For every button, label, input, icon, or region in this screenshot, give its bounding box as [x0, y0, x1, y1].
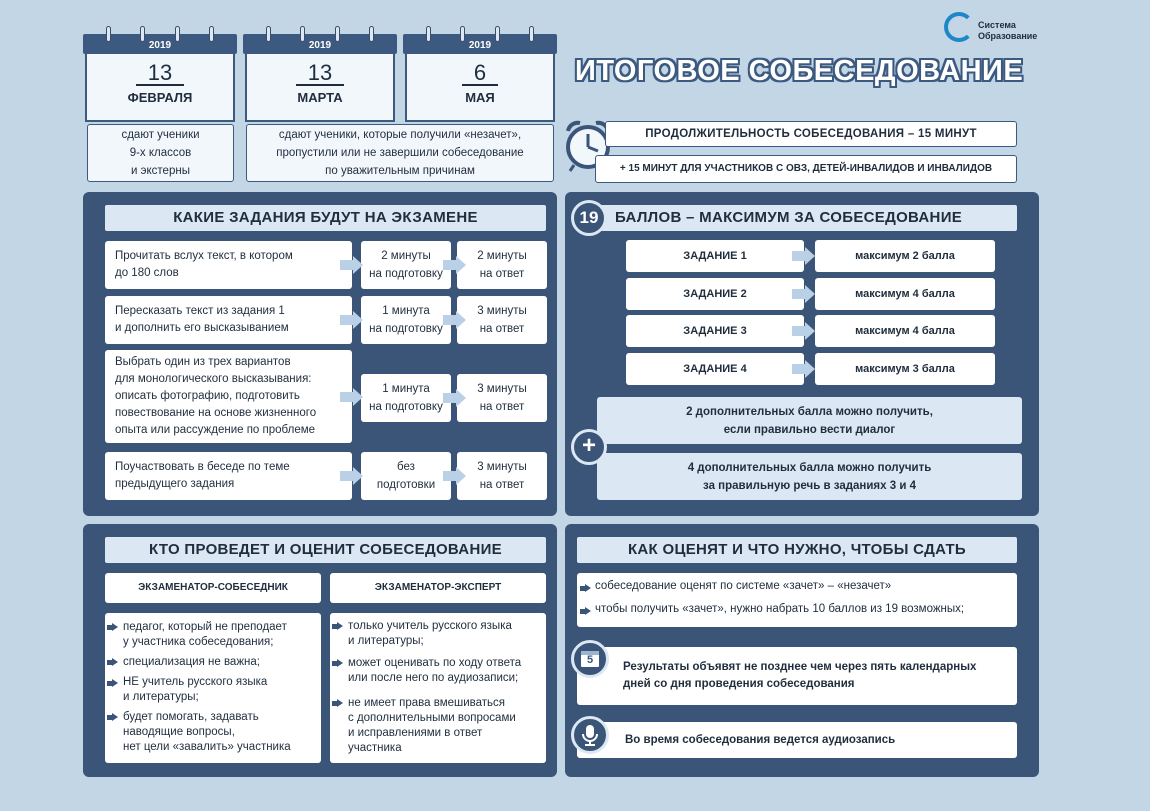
microphone-icon — [571, 716, 609, 754]
grading-criteria — [577, 573, 1017, 627]
bullet-arrow-icon — [107, 623, 119, 632]
date-note-mar — [246, 124, 554, 182]
task-line: повествование на основе жизненного — [115, 407, 317, 419]
extra-line: 4 дополнительных балла можно получить — [687, 461, 932, 474]
logo-line-1: Система — [978, 20, 1016, 30]
prep-time-line: 1 минута — [382, 383, 430, 395]
task-description — [105, 350, 352, 443]
extra-line: если правильно вести диалог — [723, 423, 896, 436]
score-task-label: ЗАДАНИЕ 3 — [626, 315, 804, 347]
answer-time-line: на ответ — [479, 479, 525, 491]
prep-time-line: подготовки — [376, 479, 436, 491]
prep-time — [361, 241, 451, 289]
prep-time — [361, 296, 451, 344]
extra-line: 2 дополнительных балла можно получить, — [686, 405, 933, 418]
prep-time-line: без — [397, 461, 415, 473]
calendar-icon — [571, 640, 609, 678]
score-task-max: максимум 4 балла — [815, 278, 995, 310]
bullet-arrow-icon — [332, 659, 344, 668]
task-line: опыта или рассуждение по проблеме — [115, 424, 316, 436]
task-line: Выбрать один из трех вариантов — [115, 356, 291, 368]
results-line: Результаты объявят не позднее чем через пять календарных — [623, 661, 977, 673]
task-description — [105, 452, 352, 500]
prep-time — [361, 452, 451, 500]
bullet-arrow-icon — [332, 699, 344, 708]
list-line: только учитель русского языка — [348, 620, 512, 632]
interviewer-list — [105, 613, 321, 763]
scores-heading: БАЛЛОВ – МАКСИМУМ ЗА СОБЕСЕДОВАНИЕ — [597, 205, 1017, 231]
audio-note: Во время собеседования ведется аудиозапись — [577, 722, 1017, 758]
list-line: или после него по аудиозаписи; — [348, 672, 519, 684]
score-task-max: максимум 2 балла — [815, 240, 995, 272]
answer-time — [457, 374, 547, 422]
score-task-max: максимум 3 балла — [815, 353, 995, 385]
score-task-label: ЗАДАНИЕ 4 — [626, 353, 804, 385]
calendar-rings-icon — [83, 26, 237, 42]
list-line: и исправлениями в ответ — [348, 727, 483, 739]
task-description — [105, 241, 352, 289]
bullet-arrow-icon — [107, 713, 119, 722]
calendar-rings-icon — [403, 26, 557, 42]
task-line: Пересказать текст из задания 1 — [115, 305, 285, 317]
task-description — [105, 296, 352, 344]
calendar-day: 13 — [296, 62, 344, 86]
bullet-arrow-icon — [107, 679, 119, 688]
results-note — [577, 647, 1017, 705]
prep-time-line: на подготовку — [369, 401, 443, 413]
calendar-may — [403, 34, 557, 122]
bullet-arrow-icon — [580, 584, 592, 593]
bullet-arrow-icon — [580, 607, 592, 616]
list-line: нет цели «завалить» участника — [123, 741, 291, 753]
task-line: Прочитать вслух текст, в котором — [115, 250, 293, 262]
results-line: дней со дня проведения собеседования — [623, 678, 855, 690]
prep-time-line: 1 минута — [382, 305, 430, 317]
list-line: участника — [348, 742, 402, 754]
answer-time — [457, 296, 547, 344]
calendar-month: МАРТА — [297, 90, 343, 105]
calendar-rings-icon — [243, 26, 397, 42]
calendar-month: МАЯ — [465, 90, 495, 105]
list-line: НЕ учитель русского языка — [123, 676, 268, 688]
score-task-max: максимум 4 балла — [815, 315, 995, 347]
score-task-label: ЗАДАНИЕ 1 — [626, 240, 804, 272]
answer-time — [457, 241, 547, 289]
list-line: наводящие вопросы, — [123, 726, 235, 738]
list-line: специализация не важна; — [123, 656, 260, 668]
task-line: и дополнить его высказыванием — [115, 322, 289, 334]
task-line: предыдущего задания — [115, 478, 235, 490]
answer-time-line: 3 минуты — [477, 305, 527, 317]
criteria-line: чтобы получить «зачет», нужно набрать 10 баллов из 19 возможных; — [595, 603, 965, 615]
bullet-arrow-icon — [107, 658, 119, 667]
expert-title: ЭКЗАМЕНАТОР-ЭКСПЕРТ — [330, 573, 546, 603]
answer-time-line: на ответ — [479, 401, 525, 413]
logo-circle-icon — [944, 12, 974, 42]
answer-time-line: 3 минуты — [477, 383, 527, 395]
criteria-line: собеседование оценят по системе «зачет» – «незачет» — [595, 580, 892, 592]
task-line: для монологического высказывания: — [115, 373, 312, 385]
note-line: по уважительным причинам — [325, 165, 475, 177]
max-score-badge: 19 — [571, 200, 607, 236]
duration-extra: + 15 МИНУТ ДЛЯ УЧАСТНИКОВ С ОВЗ, ДЕТЕЙ-ИНВАЛИДОВ И ИНВАЛИДОВ — [595, 155, 1017, 183]
calendar-year: 2019 — [308, 40, 332, 51]
list-line: с дополнительными вопросами — [348, 712, 516, 724]
plus-icon: + — [571, 429, 607, 465]
list-line: педагог, который не преподает — [123, 621, 287, 633]
note-line: и экстерны — [131, 165, 190, 177]
note-line: пропустили или не завершили собеседование — [276, 147, 524, 159]
calendar-month: ФЕВРАЛЯ — [127, 90, 193, 105]
page-title: ИТОГОВОЕ СОБЕСЕДОВАНИЕ — [575, 55, 1024, 87]
date-note-feb — [87, 124, 234, 182]
interviewer-title: ЭКЗАМЕНАТОР-СОБЕСЕДНИК — [105, 573, 321, 603]
calendar-year: 2019 — [148, 40, 172, 51]
list-line: и литературы; — [348, 635, 424, 647]
expert-list — [330, 613, 546, 763]
answer-time-line: 3 минуты — [477, 461, 527, 473]
answer-time — [457, 452, 547, 500]
examiners-heading: КТО ПРОВЕДЕТ И ОЦЕНИТ СОБЕСЕДОВАНИЕ — [105, 537, 546, 563]
answer-time-line: на ответ — [479, 268, 525, 280]
extra-points-speech — [597, 453, 1022, 500]
list-line: будет помогать, задавать — [123, 711, 259, 723]
calendar-mar — [243, 34, 397, 122]
list-line: не имеет права вмешиваться — [348, 697, 506, 709]
task-line: описать фотографию, подготовить — [115, 390, 300, 402]
answer-time-line: 2 минуты — [477, 250, 527, 262]
extra-points-dialog — [597, 397, 1022, 444]
logo — [944, 12, 1044, 48]
bullet-arrow-icon — [332, 622, 344, 631]
list-line: может оценивать по ходу ответа — [348, 657, 522, 669]
list-line: у участника собеседования; — [123, 636, 274, 648]
prep-time-line: на подготовку — [369, 323, 443, 335]
note-line: сдают ученики, которые получили «незачет», — [278, 129, 522, 141]
list-line: и литературы; — [123, 691, 199, 703]
calendar-year: 2019 — [468, 40, 492, 51]
prep-time — [361, 374, 451, 422]
calendar-feb — [83, 34, 237, 122]
prep-time-line: на подготовку — [369, 268, 443, 280]
extra-line: за правильную речь в заданиях 3 и 4 — [703, 479, 916, 492]
grading-heading: КАК ОЦЕНЯТ И ЧТО НУЖНО, ЧТОБЫ СДАТЬ — [577, 537, 1017, 563]
answer-time-line: на ответ — [479, 323, 525, 335]
duration-main: ПРОДОЛЖИТЕЛЬНОСТЬ СОБЕСЕДОВАНИЯ – 15 МИНУТ — [605, 121, 1017, 147]
task-line: до 180 слов — [115, 267, 179, 279]
tasks-heading: КАКИЕ ЗАДАНИЯ БУДУТ НА ЭКЗАМЕНЕ — [105, 205, 546, 231]
calendar-day: 13 — [136, 62, 184, 86]
note-line: 9-х классов — [129, 147, 192, 159]
score-task-label: ЗАДАНИЕ 2 — [626, 278, 804, 310]
prep-time-line: 2 минуты — [381, 250, 431, 262]
logo-line-2: Образование — [978, 31, 1038, 41]
calendar-icon-number: 5 — [586, 654, 594, 666]
calendar-day: 6 — [462, 62, 498, 86]
task-line: Поучаствовать в беседе по теме — [115, 461, 290, 473]
note-line: сдают ученики — [121, 129, 200, 141]
